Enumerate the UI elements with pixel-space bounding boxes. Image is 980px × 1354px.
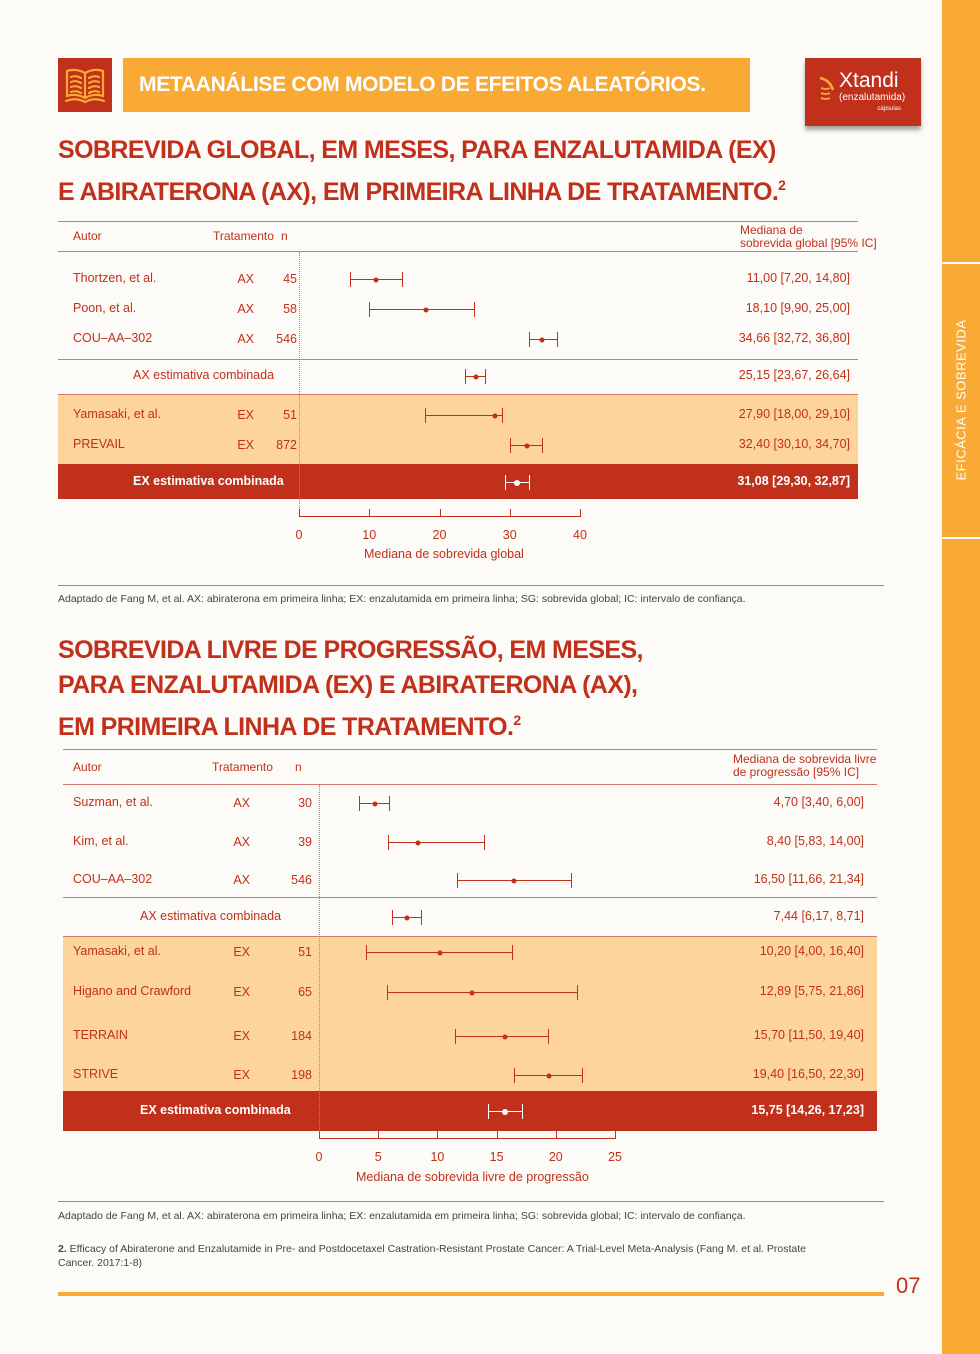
section-banner: METAANÁLISE COM MODELO DE EFEITOS ALEATÓRIOS.	[123, 58, 750, 112]
header-treatment: Tratamento	[213, 229, 274, 243]
sidebar-divider	[942, 262, 980, 264]
x-tick-label: 25	[608, 1150, 622, 1164]
median-point	[416, 840, 421, 845]
x-tick-label: 30	[502, 528, 517, 542]
row-author: Suzman, et al.	[73, 795, 153, 809]
zero-reference-line	[319, 785, 320, 1137]
header-rule	[63, 784, 877, 785]
row-estimate: 19,40 [16,50, 22,30]	[752, 1067, 864, 1081]
confidence-interval-bar	[388, 842, 485, 843]
median-point	[372, 801, 377, 806]
row-treatment: EX	[237, 408, 254, 422]
row-author: EX estimativa combinada	[133, 474, 284, 488]
row-estimate: 18,10 [9,90, 25,00]	[745, 301, 850, 315]
row-n: 39	[298, 835, 312, 849]
row-author: Kim, et al.	[73, 834, 129, 848]
x-tick	[437, 1131, 438, 1139]
x-tick-label: 0	[295, 528, 303, 542]
x-axis	[315, 1138, 622, 1164]
row-author: COU–AA–302	[73, 331, 153, 345]
x-tick-label: 20	[432, 528, 447, 542]
footnote-rule	[58, 1201, 884, 1202]
row-author: AX estimativa combinada	[140, 909, 282, 923]
header-value: Mediana de sobrevida global [95% IC]	[740, 223, 877, 250]
row-author: EX estimativa combinada	[140, 1103, 291, 1117]
row-estimate: 11,00 [7,20, 14,80]	[746, 271, 850, 285]
row-treatment: AX	[237, 302, 254, 316]
row-author: Thortzen, et al.	[73, 271, 157, 285]
row-n: 546	[276, 332, 297, 346]
median-point	[512, 878, 517, 883]
row-n: 45	[283, 272, 297, 286]
row-estimate: 4,70 [3,40, 6,00]	[773, 795, 864, 809]
header-treatment: Tratamento	[212, 760, 273, 774]
row-estimate: 25,15 [23,67, 26,64]	[738, 368, 850, 382]
group-rule	[63, 897, 877, 898]
row-estimate: 12,89 [5,75, 21,86]	[759, 984, 864, 998]
row-treatment: AX	[233, 873, 250, 887]
row-estimate: 31,08 [29,30, 32,87]	[737, 474, 850, 488]
row-estimate: 7,44 [6,17, 8,71]	[773, 909, 864, 923]
row-author: TERRAIN	[73, 1028, 128, 1042]
row-author: Yamasaki, et al.	[73, 407, 162, 421]
row-estimate: 10,20 [4,00, 16,40]	[759, 944, 864, 958]
x-tick	[497, 1131, 498, 1139]
row-treatment: EX	[233, 1029, 250, 1043]
row-treatment: AX	[237, 272, 254, 286]
brand-name: Xtandi	[839, 69, 899, 92]
x-tick-label: 10	[362, 528, 377, 542]
sidebar-divider	[942, 537, 980, 539]
header-n: n	[281, 229, 288, 243]
row-author: STRIVE	[73, 1067, 119, 1081]
row-author: Higano and Crawford	[73, 984, 192, 998]
x-tick-label: 10	[430, 1150, 445, 1164]
x-tick-label: 0	[315, 1150, 323, 1164]
row-author: Poon, et al.	[73, 301, 137, 315]
row-treatment: AX	[237, 332, 254, 346]
row-estimate: 27,90 [18,00, 29,10]	[738, 407, 850, 421]
confidence-interval-bar	[387, 992, 578, 993]
sidebar-section-label: EFICÁCIA E SOBREVIDA	[953, 319, 969, 481]
table-top-rule	[63, 749, 877, 750]
section2-title: SOBREVIDA LIVRE DE PROGRESSÃO, EM MESES, PARA ENZALUTAMIDA (EX) E ABIRATERONA (AX), EM PRIMEIRA LINHA DE TRATAMENTO.$^2$	[58, 636, 643, 741]
row-estimate: 16,50 [11,66, 21,34]	[753, 872, 864, 886]
row-estimate: 8,40 [5,83, 14,00]	[766, 834, 864, 848]
section2-footnote: Adaptado de Fang M, et al. AX: abiraterona em primeira linha; EX: enzalutamida em primeira linha; SG: sobrevida global; IC: intervalo de confiança.	[58, 1210, 746, 1222]
x-tick	[319, 1131, 320, 1139]
row-treatment: AX	[233, 796, 250, 810]
row-n: 872	[276, 438, 297, 452]
x-axis-label: Mediana de sobrevida global	[364, 547, 524, 561]
footer-rule	[58, 1292, 884, 1296]
row-n: 198	[291, 1068, 312, 1082]
header-n: n	[295, 760, 302, 774]
median-point	[502, 1109, 508, 1115]
median-point	[437, 950, 442, 955]
row-n: 65	[298, 985, 312, 999]
row-n: 30	[298, 796, 312, 810]
section-sidebar	[942, 0, 980, 1354]
row-estimate: 34,66 [32,72, 36,80]	[738, 331, 850, 345]
row-estimate: 15,70 [11,50, 19,40]	[753, 1028, 864, 1042]
row-n: 51	[283, 408, 297, 422]
row-estimate: 15,75 [14,26, 17,23]	[751, 1103, 864, 1117]
x-tick	[556, 1131, 557, 1139]
row-treatment: EX	[233, 1068, 250, 1082]
row-estimate: 32,40 [30,10, 34,70]	[738, 437, 850, 451]
median-point	[546, 1073, 551, 1078]
dosage-form: cápsulas	[877, 106, 901, 112]
row-n: 184	[291, 1029, 312, 1043]
row-treatment: EX	[233, 985, 250, 999]
x-tick-label: 40	[573, 528, 587, 542]
reference-citation: 2. Efficacy of Abiraterone and Enzalutamide in Pre- and Postdocetaxel Castration-Resistant Prostate Cancer: A Trial-Level Meta-Analysis (Fang M. et al. Prostate Cancer. 2017:1-8)	[58, 1243, 807, 1269]
group-rule	[63, 936, 877, 937]
median-point	[502, 1034, 507, 1039]
row-n: 58	[283, 302, 297, 316]
section1-footnote: Adaptado de Fang M, et al. AX: abiraterona em primeira linha; EX: enzalutamida em primeira linha; SG: sobrevida global; IC: intervalo de confiança.	[58, 593, 746, 605]
median-point	[405, 915, 410, 920]
x-tick	[615, 1131, 616, 1139]
row-author: PREVAIL	[73, 437, 125, 451]
header-value: Mediana de sobrevida livre de progressão [95% IC]	[733, 752, 877, 779]
x-tick-label: 15	[489, 1150, 504, 1164]
row-treatment: EX	[237, 438, 254, 452]
page-number: 07	[896, 1273, 921, 1298]
x-tick	[378, 1131, 379, 1139]
section1-title: SOBREVIDA GLOBAL, EM MESES, PARA ENZALUTAMIDA (EX) E ABIRATERONA (AX), EM PRIMEIRA LINHA DE TRATAMENTO.$^2$	[58, 136, 786, 206]
x-axis-label: Mediana de sobrevida livre de progressão	[356, 1170, 589, 1184]
header-author: Autor	[73, 760, 102, 774]
row-author: COU–AA–302	[73, 872, 153, 886]
x-tick-label: 5	[374, 1150, 382, 1164]
row-author: Yamasaki, et al.	[73, 944, 162, 958]
row-n: 546	[291, 873, 312, 887]
header-author: Autor	[73, 229, 102, 243]
row-treatment: AX	[233, 835, 250, 849]
row-treatment: EX	[233, 945, 250, 959]
row-author: AX estimativa combinada	[133, 368, 275, 382]
generic-name: (enzalutamida)	[839, 92, 906, 103]
row-n: 51	[298, 945, 312, 959]
x-tick-label: 20	[548, 1150, 563, 1164]
median-point	[469, 990, 474, 995]
